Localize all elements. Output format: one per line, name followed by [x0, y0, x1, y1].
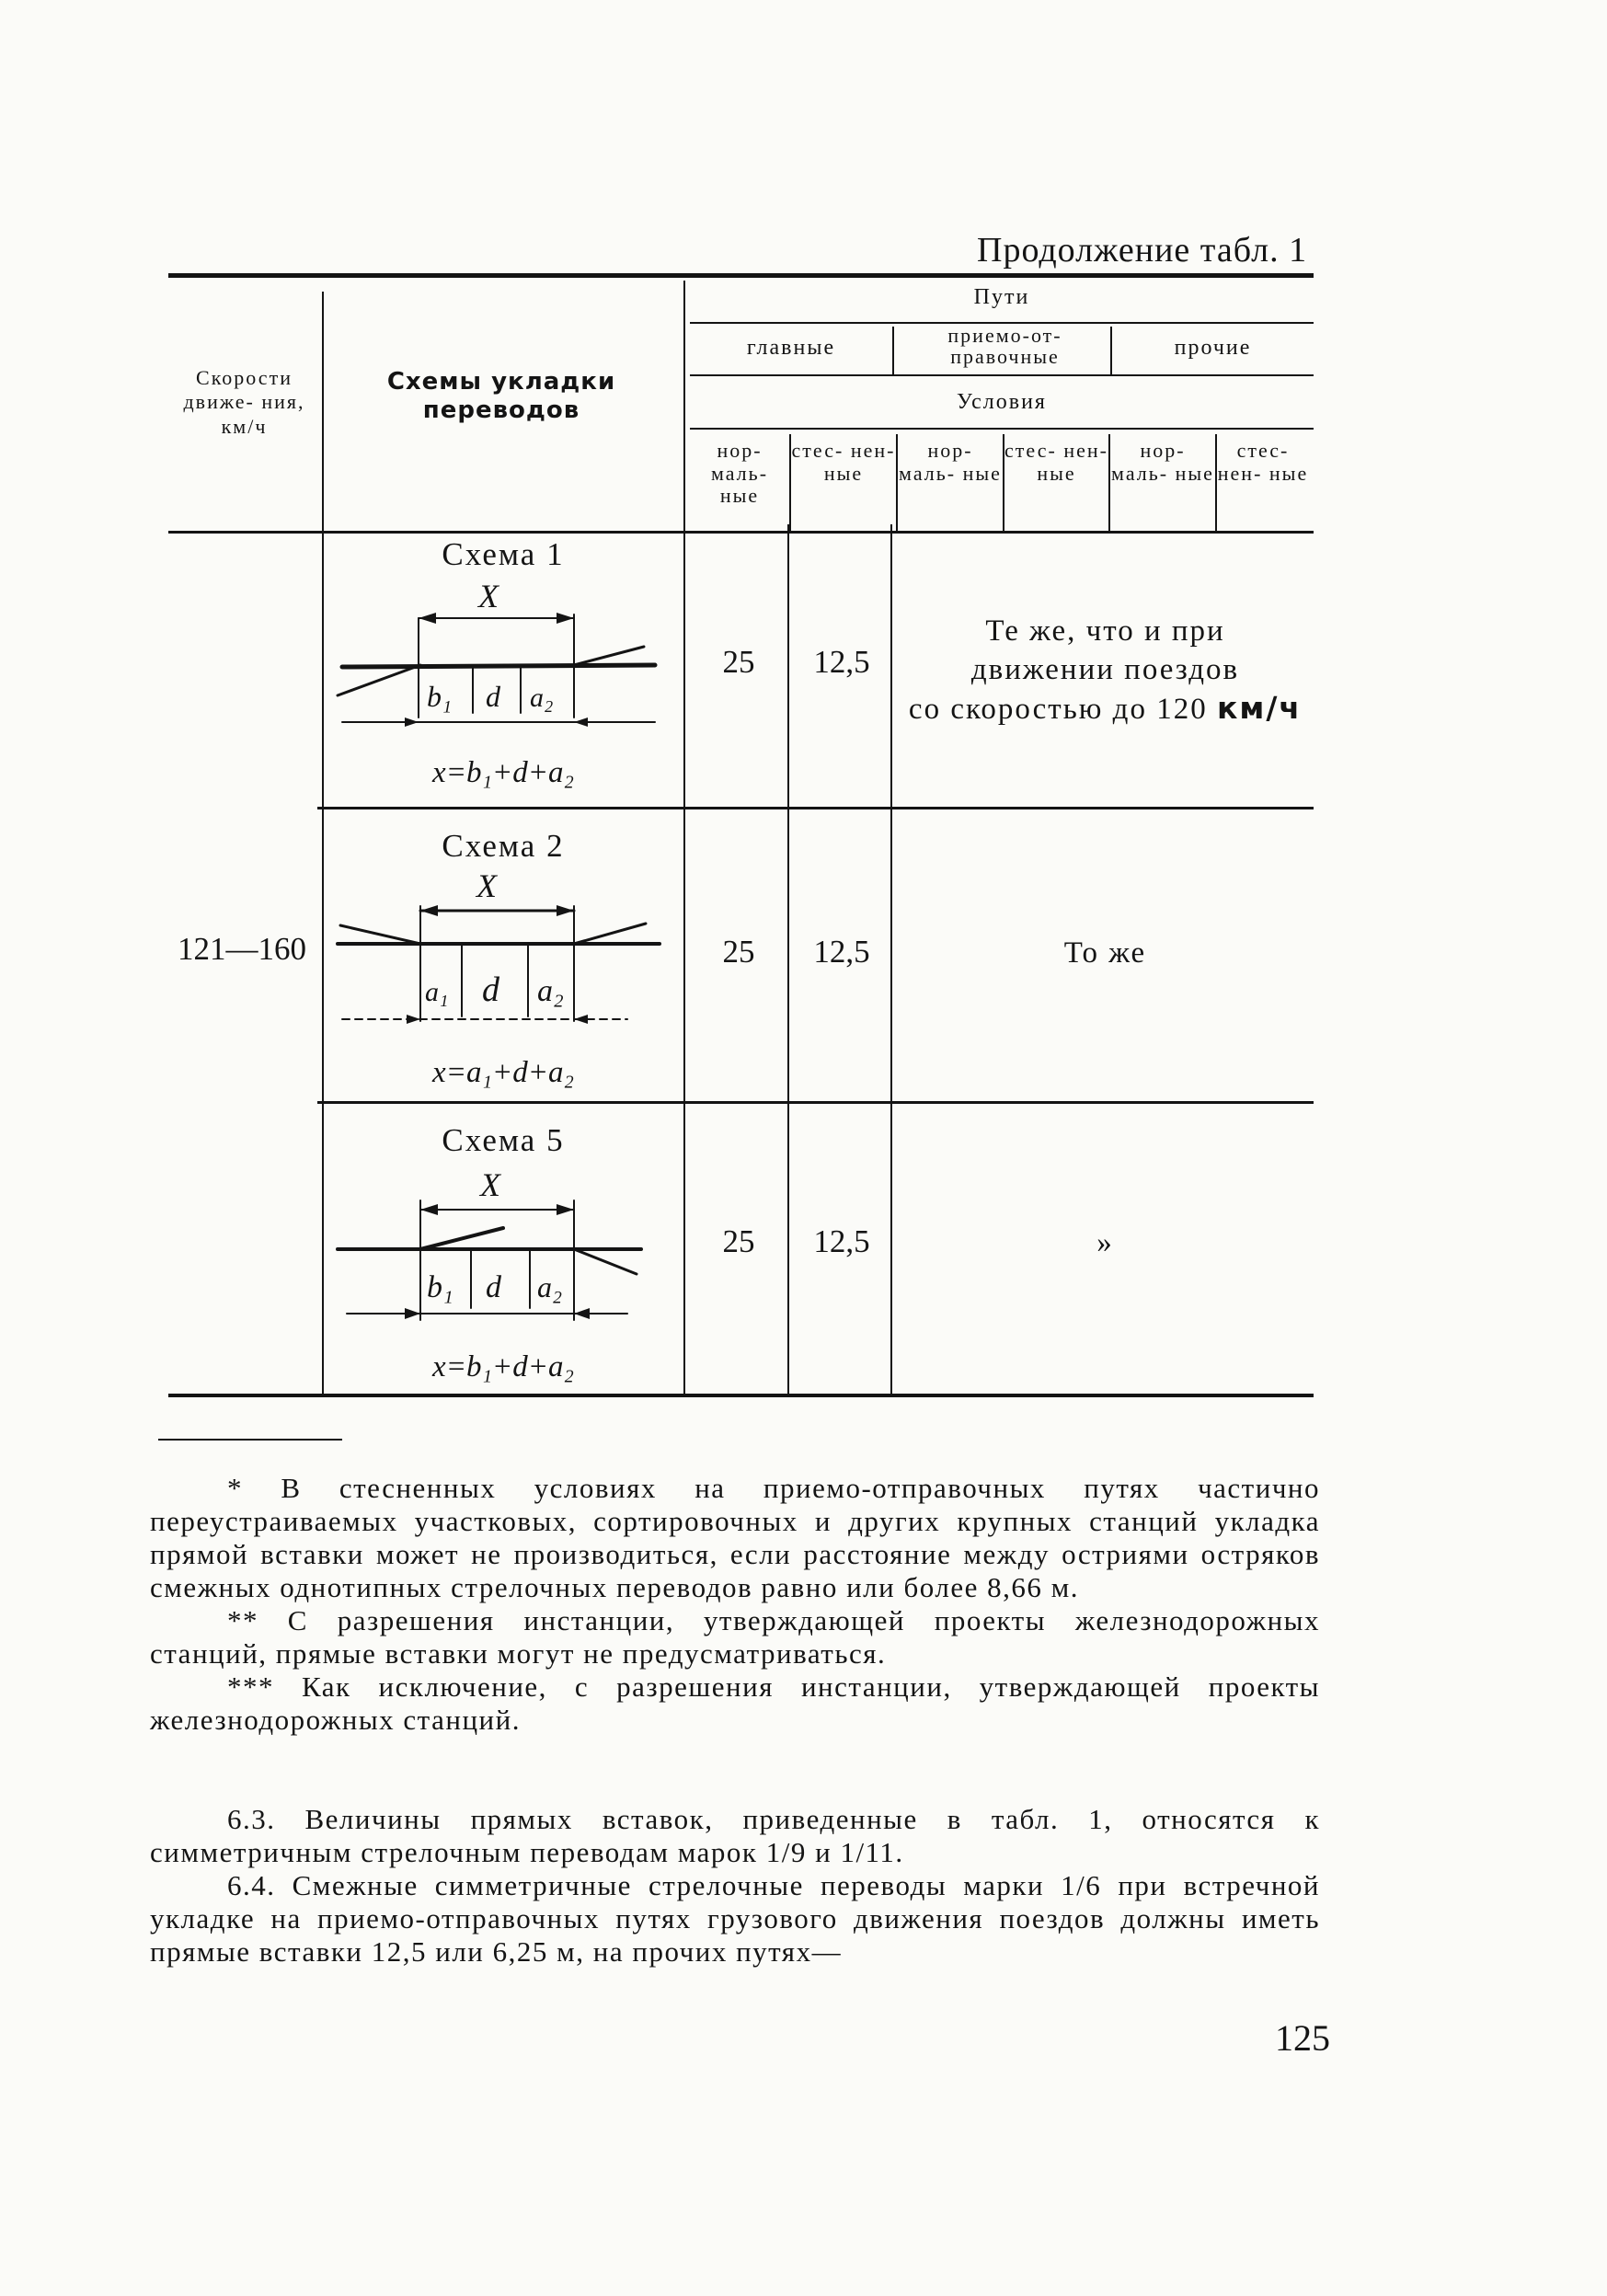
rest-text: То же [1063, 936, 1147, 970]
footnotes [150, 1472, 1320, 1737]
main-constrained-value: 12,5 [813, 644, 870, 680]
cond-normal-receiving: нор- маль- ные [899, 439, 1002, 485]
main-constrained-value: 12,5 [813, 934, 870, 970]
dim-label-1: b₁ [427, 1270, 453, 1304]
col-divider-type-1 [892, 327, 894, 374]
scheme-title: Схема 2 [442, 828, 565, 864]
dim-label-2: a₂ [537, 1270, 563, 1303]
scheme-formula: x=b₁+d+a₂ [432, 756, 574, 789]
dim-label-1: b₁ [427, 680, 453, 713]
track-types-rule [690, 374, 1314, 376]
rest-text-line [897, 689, 1314, 729]
page-number: 125 [1275, 2017, 1330, 2059]
dim-label-d: d [486, 1270, 501, 1304]
row-divider-2 [317, 1101, 1314, 1104]
schemes-header: Схемы укладки переводов [386, 368, 616, 425]
scheme-title: Схема 5 [442, 1122, 565, 1158]
rest-text: » [1096, 1226, 1114, 1259]
table-bottom-rule [168, 1394, 1314, 1397]
conditions-header: Условия [957, 390, 1047, 414]
track-type-other: прочие [1174, 336, 1252, 360]
footnote-3: *** Как исключение, с разрешения инстанции, утверждающей проекты железнодорожных станций. [150, 1670, 1320, 1736]
table-top-rule [168, 273, 1314, 278]
cond-constrained-other: стес- нен- ные [1217, 439, 1309, 485]
row-divider-1 [317, 807, 1314, 809]
track-type-receiving: приемо-от- правочные [947, 324, 1062, 369]
paragraph-6-3: 6.3. Величины прямых вставок, приведенные в табл. 1, относятся к симметричным стрелочным переводам марок 1/9 и 1/11. [150, 1803, 1320, 1868]
scheme-5-diagram [324, 1159, 683, 1343]
rest-text-line: Те же, что и при [985, 614, 1225, 648]
rest-text-part: со скоростью до [908, 693, 1147, 727]
cond-constrained-receiving: стес- нен- ные [1004, 439, 1108, 485]
footnote-2: ** С разрешения инстанции, утверждающей проекты железнодорожных станций, прямые вставки могут не предусматриваться. [150, 1603, 1320, 1670]
speed-header: Скорости движе- ния, км/ч [183, 366, 305, 438]
dim-label-1: a₁ [425, 977, 449, 1007]
scheme-formula: x=a₁+d+a₂ [432, 1056, 574, 1089]
main-normal-value: 25 [722, 1223, 755, 1259]
paragraph-6-4: 6.4. Смежные симметричные стрелочные переводы марки 1/6 при встречной укладке на приемо-отправочных путях грузового движения поездов должны иметь прямые вставки 12,5 или 6,25 м, на прочих путях— [150, 1868, 1320, 1968]
dim-label-x: X [478, 578, 499, 614]
dim-label-d: d [482, 970, 499, 1009]
cond-normal-main: нор- маль- ные [710, 439, 769, 508]
main-constrained-value: 12,5 [813, 1223, 870, 1259]
tracks-header: Пути [973, 285, 1030, 309]
body-text [150, 1803, 1320, 1969]
scheme-title: Схема 1 [442, 536, 565, 572]
header-bottom-rule [168, 531, 1314, 534]
rest-text-line: движении поездов [970, 653, 1240, 687]
main-normal-value: 25 [722, 644, 755, 680]
scheme-2-diagram [324, 865, 683, 1049]
main-normal-value: 25 [722, 934, 755, 970]
dim-label-x: X [476, 867, 497, 904]
cond-constrained-main: стес- нен- ные [791, 439, 896, 485]
continuation-label: Продолжение табл. 1 [977, 231, 1308, 270]
rest-text-unit: км/ч [1216, 690, 1303, 727]
track-type-main: главные [746, 336, 836, 360]
scheme-1-diagram [324, 570, 683, 754]
dim-label-d: d [486, 680, 500, 713]
dim-label-2: a₂ [530, 683, 554, 713]
scheme-formula: x=b₁+d+a₂ [432, 1350, 574, 1383]
conditions-rule [690, 428, 1314, 430]
rest-text-speed: 120 [1156, 693, 1208, 727]
rest-text [897, 612, 1314, 729]
dim-label-x: X [480, 1166, 500, 1203]
footnote-1: * В стесненных условиях на приемо-отправочных путях частично переустраиваемых участковых, сортировочных и других крупных станций укладка прямой вставки может не производиться, если расстояние между остриями остряков смежных однотипных стрелочных переводов равно или более 8,66 м. [150, 1472, 1320, 1603]
speed-value: 121—160 [178, 931, 306, 967]
footnote-rule [158, 1439, 342, 1441]
dim-label-2: a₂ [537, 974, 564, 1008]
cond-normal-other: нор- маль- ные [1111, 439, 1214, 485]
